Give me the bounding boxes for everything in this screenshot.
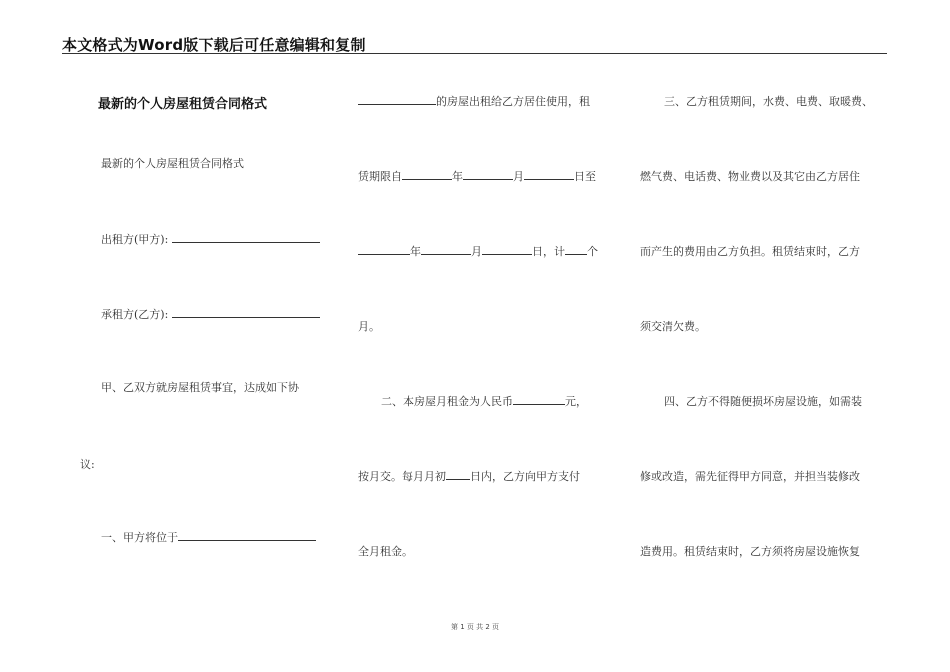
month-label: 月	[513, 170, 524, 183]
year-label: 年	[410, 245, 421, 258]
clause-3-line-2: 燃气费、电话费、物业费以及其它由乙方居住	[640, 170, 860, 183]
unit-label: 个	[587, 245, 598, 258]
end-year-blank	[358, 245, 410, 255]
day-total-label: 日，计	[532, 245, 565, 258]
lessor-line	[101, 231, 320, 247]
start-year-blank	[402, 170, 452, 180]
col2-line-7: 全月租金。	[358, 545, 413, 558]
lessor-label: 出租方(甲方):	[101, 233, 169, 246]
col2-line-1-text: 的房屋出租给乙方居住使用，租	[436, 95, 590, 108]
col2-line-6	[358, 468, 580, 484]
rent-amount-blank	[513, 395, 565, 405]
page-number: 第 1 页 共 2 页	[450, 623, 500, 631]
payment-label: 按月交。每月月初	[358, 470, 446, 483]
agreement-intro: 甲、乙双方就房屋租赁事宜，达成如下协	[101, 381, 299, 394]
col2-line-1	[358, 93, 590, 109]
clause-3-line-3: 而产生的费用由乙方负担。租赁结束时，乙方	[640, 245, 860, 258]
rent-amount-label: 二、本房屋月租金为人民币	[381, 395, 513, 408]
month-label: 月	[471, 245, 482, 258]
col2-line-5	[381, 393, 587, 409]
property-address-blank	[178, 531, 316, 541]
lessee-label: 承租方(乙方):	[101, 308, 169, 321]
contract-subtitle: 最新的个人房屋租赁合同格式	[101, 157, 244, 170]
clause-3-line-4: 须交清欠费。	[640, 320, 706, 333]
address-blank	[358, 95, 436, 105]
header-divider	[62, 53, 887, 54]
end-month-blank	[421, 245, 471, 255]
clause-4-line-1: 四、乙方不得随便损坏房屋设施，如需装	[664, 395, 862, 408]
end-day-blank	[482, 245, 532, 255]
col2-line-2	[358, 168, 596, 184]
start-month-blank	[463, 170, 513, 180]
clause-1-text: 一、甲方将位于	[101, 531, 178, 544]
document-header: 本文格式为Word版下载后可任意编辑和复制	[62, 36, 366, 54]
lease-period-label: 赁期限自	[358, 170, 402, 183]
payment-days-blank	[446, 470, 470, 480]
clause-1-line	[101, 529, 316, 545]
total-months-blank	[565, 245, 587, 255]
contract-title: 最新的个人房屋租赁合同格式	[98, 97, 268, 112]
start-day-blank	[524, 170, 574, 180]
payment-text: 日内，乙方向甲方支付	[470, 470, 580, 483]
col2-line-3	[358, 243, 598, 259]
day-to-label: 日至	[574, 170, 596, 183]
lessee-blank	[172, 308, 320, 318]
clause-3-line-1: 三、乙方租赁期间，水费、电费、取暖费、	[664, 95, 873, 108]
col2-line-4: 月。	[358, 320, 380, 333]
yuan-label: 元，	[565, 395, 587, 408]
lessee-line	[101, 306, 320, 322]
clause-4-line-2: 修或改造，需先征得甲方同意，并担当装修改	[640, 470, 860, 483]
year-label: 年	[452, 170, 463, 183]
lessor-blank	[172, 233, 320, 243]
agreement-intro-cont: 议:	[80, 458, 95, 471]
clause-4-line-3: 造费用。租赁结束时，乙方须将房屋设施恢复	[640, 545, 860, 558]
